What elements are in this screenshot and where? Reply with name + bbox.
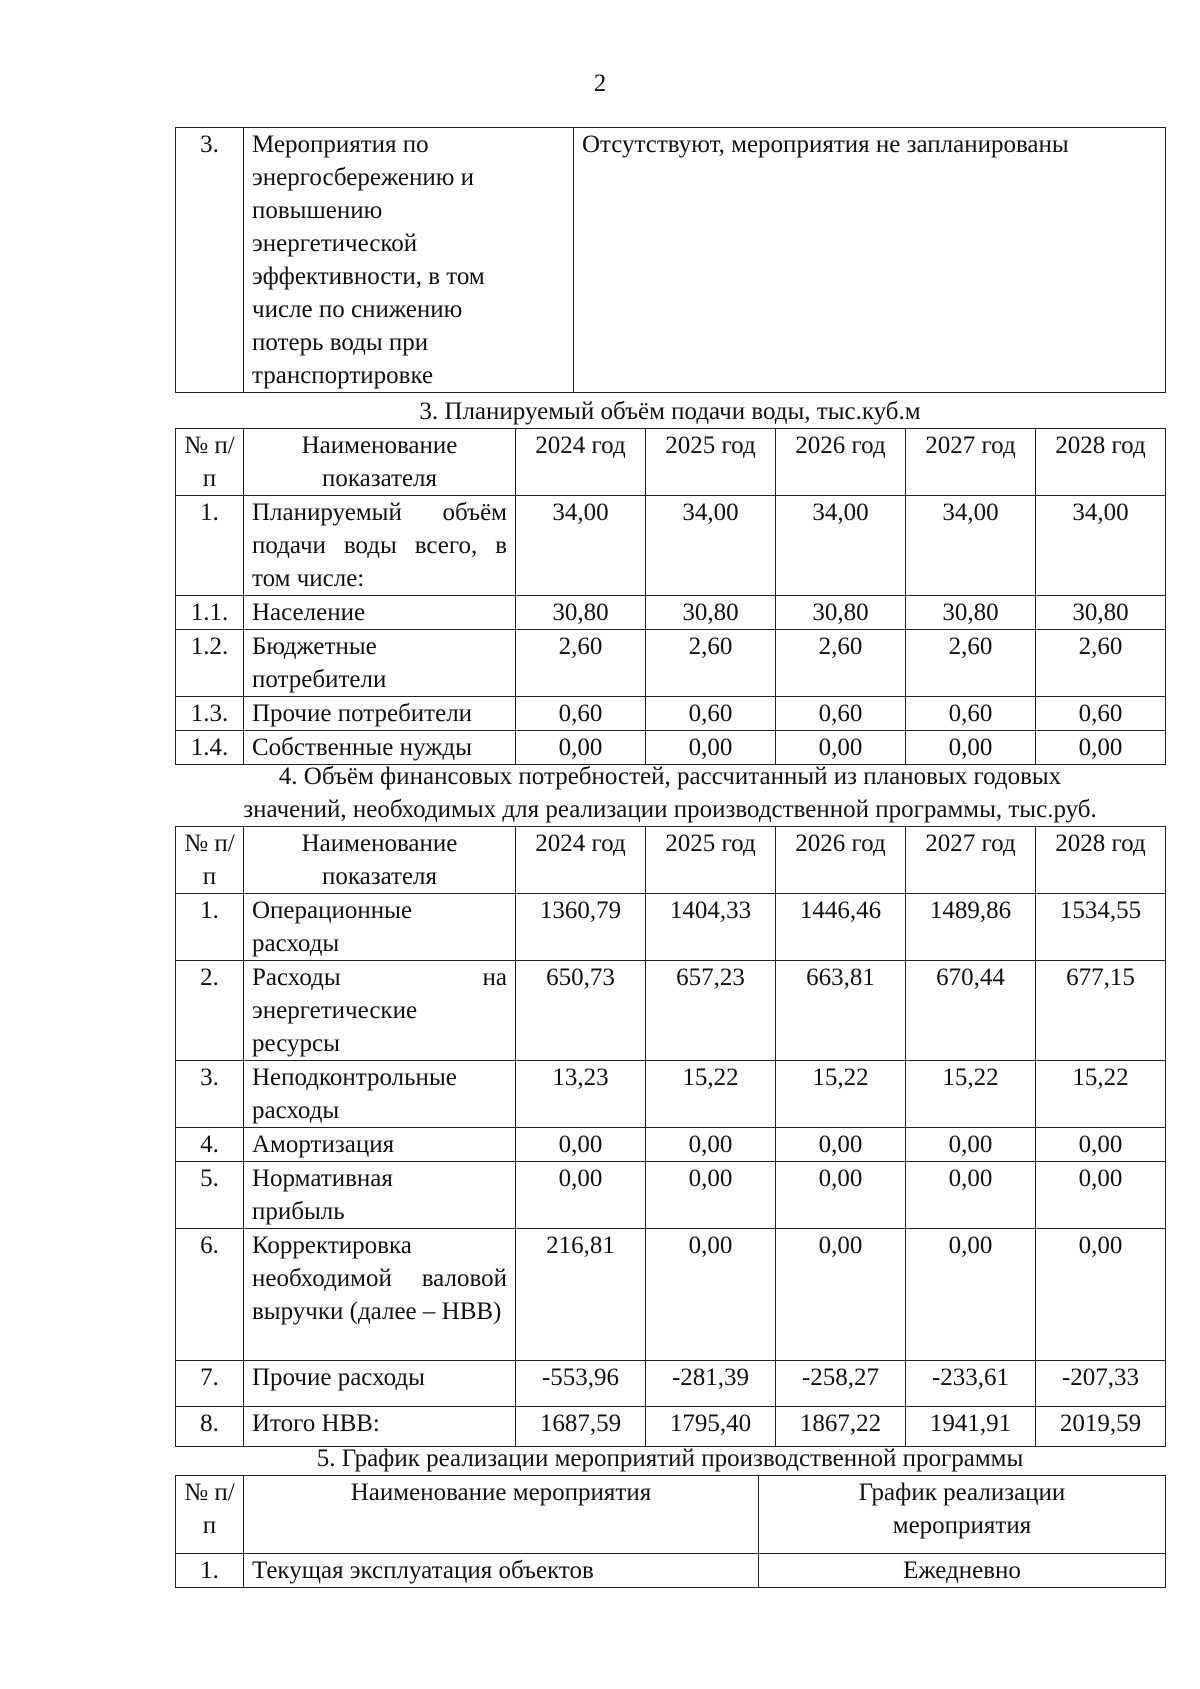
row-number: 1.2. <box>176 630 244 697</box>
row-value: -281,39 <box>646 1361 776 1407</box>
row-value: 216,81 <box>516 1229 646 1361</box>
header-num: № п/п <box>176 429 244 496</box>
row-value: 2,60 <box>776 630 906 697</box>
header-year: 2026 год <box>776 429 906 496</box>
row-value: 15,22 <box>776 1061 906 1128</box>
page-number: 2 <box>593 70 607 97</box>
row-value: 0,00 <box>776 731 906 765</box>
row-value: -553,96 <box>516 1361 646 1407</box>
row-name: Бюджетные потребители <box>244 630 516 697</box>
row-value: 2,60 <box>646 630 776 697</box>
table-row <box>176 630 1166 697</box>
row-name: Планируемый объём подачи воды всего, в том числе: <box>244 496 516 596</box>
row-name: Прочие потребители <box>244 697 516 731</box>
row-number: 1.4. <box>176 731 244 765</box>
table-row <box>176 596 1166 630</box>
row-value: 0,00 <box>646 1128 776 1162</box>
measure-value: Отсутствуют, мероприятия не запланированы <box>574 128 1166 393</box>
table-row <box>176 1554 1166 1588</box>
table-row <box>176 961 1166 1061</box>
row-value: 0,60 <box>646 697 776 731</box>
header-name: Наименование показателя <box>244 827 516 894</box>
section4-title-line1: 4. Объём финансовых потребностей, рассчитанный из плановых годовых <box>278 763 1062 790</box>
row-number: 6. <box>176 1229 244 1361</box>
row-value: 0,60 <box>1036 697 1166 731</box>
header-year: 2026 год <box>776 827 906 894</box>
header-num: № п/п <box>176 827 244 894</box>
table-row <box>176 894 1166 961</box>
table-row <box>176 128 1166 393</box>
water-supply-table <box>175 428 1166 765</box>
header-name: Наименование показателя <box>244 429 516 496</box>
row-number: 5. <box>176 1162 244 1229</box>
row-value: 15,22 <box>1036 1061 1166 1128</box>
row-value: 34,00 <box>1036 496 1166 596</box>
row-value: 1795,40 <box>646 1407 776 1447</box>
row-name: Амортизация <box>244 1128 516 1162</box>
row-value: 0,00 <box>776 1229 906 1361</box>
row-name: Собственные нужды <box>244 731 516 765</box>
row-name: Расходы на энергетические ресурсы <box>244 961 516 1061</box>
table-row <box>176 1061 1166 1128</box>
row-value: 650,73 <box>516 961 646 1061</box>
measures-table <box>175 127 1166 393</box>
row-value: 0,60 <box>906 697 1036 731</box>
row-number: 1.1. <box>176 596 244 630</box>
row-value: 0,00 <box>646 1162 776 1229</box>
row-value: 2,60 <box>906 630 1036 697</box>
row-value: 34,00 <box>516 496 646 596</box>
row-value: 0,00 <box>906 1128 1036 1162</box>
header-year: 2027 год <box>906 429 1036 496</box>
row-value: 0,00 <box>646 1229 776 1361</box>
row-value: 34,00 <box>906 496 1036 596</box>
row-number: 3. <box>176 1061 244 1128</box>
row-value: 30,80 <box>906 596 1036 630</box>
header-name: Наименование мероприятия <box>244 1476 759 1554</box>
row-value: 0,00 <box>776 1162 906 1229</box>
row-value: 0,00 <box>776 1128 906 1162</box>
section5-title: 5. График реализации мероприятий производственной программы <box>316 1445 1024 1472</box>
section4-title <box>175 760 1165 826</box>
row-value: 657,23 <box>646 961 776 1061</box>
row-value: 0,00 <box>516 1128 646 1162</box>
schedule-table <box>175 1475 1166 1588</box>
row-value: 30,80 <box>1036 596 1166 630</box>
row-value: 34,00 <box>646 496 776 596</box>
row-name: Операционные расходы <box>244 894 516 961</box>
header-row <box>176 1476 1166 1554</box>
row-number: 8. <box>176 1407 244 1447</box>
header-year: 2024 год <box>516 827 646 894</box>
table-row <box>176 1128 1166 1162</box>
measure-name: Мероприятия по энергосбережению и повышению энергетической эффективности, в том числе по снижению потерь воды при транспортировке <box>244 128 574 393</box>
row-value: 677,15 <box>1036 961 1166 1061</box>
row-value: 1867,22 <box>776 1407 906 1447</box>
header-year: 2028 год <box>1036 429 1166 496</box>
row-value: 0,00 <box>906 731 1036 765</box>
header-row <box>176 429 1166 496</box>
row-value: 0,00 <box>1036 731 1166 765</box>
table-row <box>176 697 1166 731</box>
row-value: 0,00 <box>1036 1162 1166 1229</box>
row-value: 1404,33 <box>646 894 776 961</box>
row-number: 2. <box>176 961 244 1061</box>
row-value: 13,23 <box>516 1061 646 1128</box>
row-value: 1446,46 <box>776 894 906 961</box>
table-row <box>176 1407 1166 1447</box>
row-number: 1. <box>176 894 244 961</box>
row-value: 2,60 <box>516 630 646 697</box>
header-year: 2024 год <box>516 429 646 496</box>
row-value: 1360,79 <box>516 894 646 961</box>
row-value: 30,80 <box>646 596 776 630</box>
table-row <box>176 496 1166 596</box>
row-value: -258,27 <box>776 1361 906 1407</box>
row-number: 1.3. <box>176 697 244 731</box>
row-value: 1687,59 <box>516 1407 646 1447</box>
row-value: 1489,86 <box>906 894 1036 961</box>
header-schedule: График реализации мероприятия <box>759 1476 1166 1554</box>
row-value: 0,00 <box>516 731 646 765</box>
table-row <box>176 1229 1166 1361</box>
row-value: 1534,55 <box>1036 894 1166 961</box>
row-number: 1. <box>176 496 244 596</box>
row-value: 30,80 <box>516 596 646 630</box>
row-value: 663,81 <box>776 961 906 1061</box>
table-row <box>176 1162 1166 1229</box>
header-num: № п/п <box>176 1476 244 1554</box>
row-value: 0,00 <box>516 1162 646 1229</box>
row-name: Корректировка необходимой валовой выручки (далее – НВВ) <box>244 1229 516 1361</box>
row-number: 1. <box>176 1554 244 1588</box>
section3-title: 3. Планируемый объём подачи воды, тыс.куб.м <box>419 398 921 425</box>
row-name: Прочие расходы <box>244 1361 516 1407</box>
row-value: -233,61 <box>906 1361 1036 1407</box>
row-value: 0,60 <box>776 697 906 731</box>
row-value: 0,00 <box>906 1162 1036 1229</box>
row-value: 30,80 <box>776 596 906 630</box>
finance-table <box>175 826 1166 1447</box>
header-year: 2028 год <box>1036 827 1166 894</box>
table-row <box>176 1361 1166 1407</box>
row-name: Нормативная прибыль <box>244 1162 516 1229</box>
row-value: 15,22 <box>646 1061 776 1128</box>
row-number: 7. <box>176 1361 244 1407</box>
row-value: 0,00 <box>1036 1229 1166 1361</box>
row-number: 3. <box>176 128 244 393</box>
row-schedule: Ежедневно <box>759 1554 1166 1588</box>
header-year: 2025 год <box>646 827 776 894</box>
row-value: 15,22 <box>906 1061 1036 1128</box>
row-value: 670,44 <box>906 961 1036 1061</box>
row-value: 0,60 <box>516 697 646 731</box>
header-year: 2027 год <box>906 827 1036 894</box>
row-value: 2,60 <box>1036 630 1166 697</box>
row-name: Текущая эксплуатация объектов <box>244 1554 759 1588</box>
header-year: 2025 год <box>646 429 776 496</box>
row-value: 0,00 <box>646 731 776 765</box>
row-value: 34,00 <box>776 496 906 596</box>
row-name: Неподконтрольные расходы <box>244 1061 516 1128</box>
row-number: 4. <box>176 1128 244 1162</box>
row-name: Население <box>244 596 516 630</box>
row-value: 1941,91 <box>906 1407 1036 1447</box>
row-value: 0,00 <box>1036 1128 1166 1162</box>
row-value: -207,33 <box>1036 1361 1166 1407</box>
row-value: 2019,59 <box>1036 1407 1166 1447</box>
header-row <box>176 827 1166 894</box>
section4-title-line2: значений, необходимых для реализации производственной программы, тыс.руб. <box>243 796 1097 823</box>
row-value: 0,00 <box>906 1229 1036 1361</box>
row-name: Итого НВВ: <box>244 1407 516 1447</box>
